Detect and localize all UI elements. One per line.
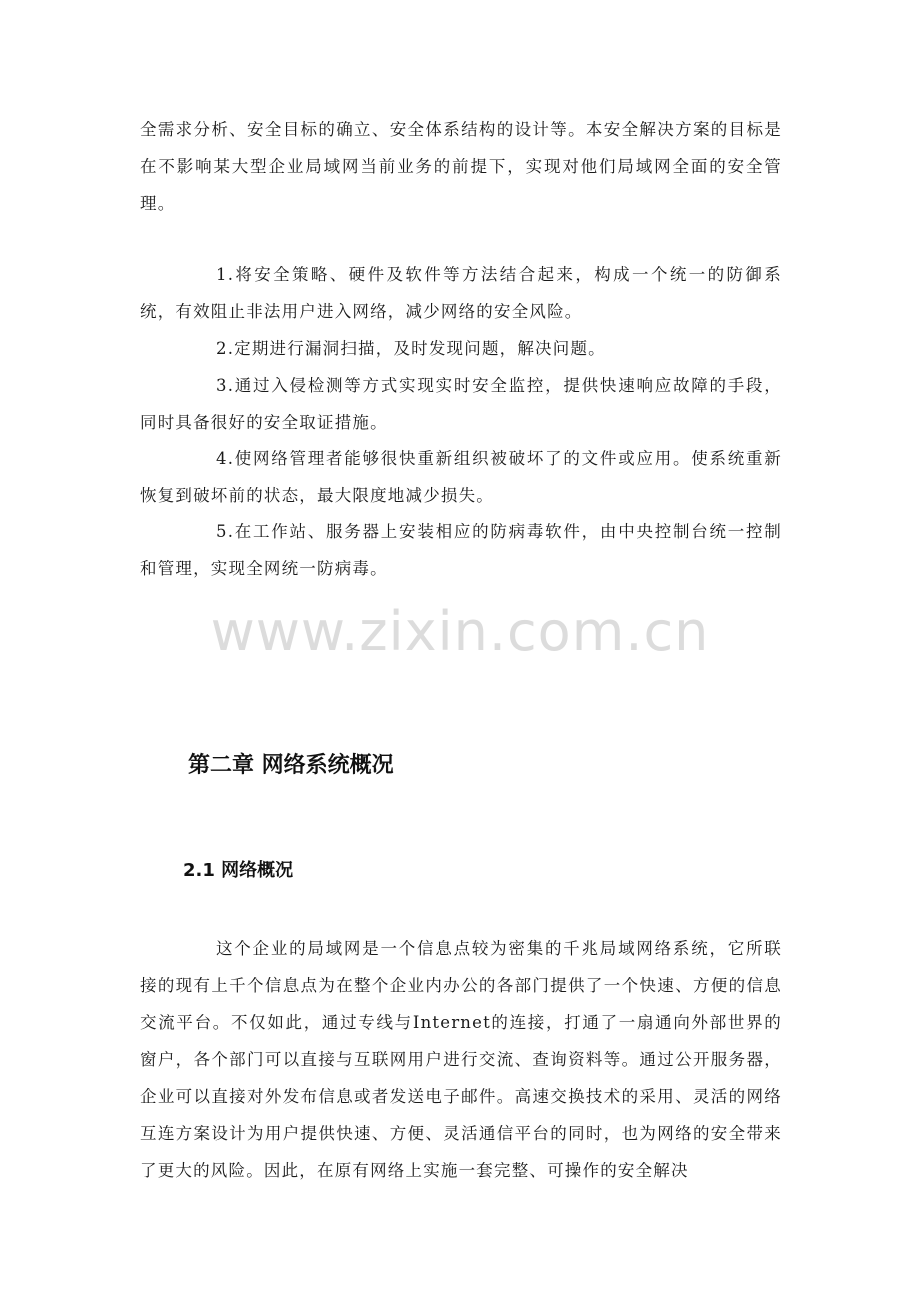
chapter-title: 第二章 网络系统概况: [188, 753, 394, 778]
goal-item-5: 5.在工作站、服务器上安装相应的防病毒软件，由中央控制台统一控制和管理，实现全网统一防病毒。: [140, 522, 782, 578]
section-paragraph: 这个企业的局域网是一个信息点较为密集的千兆局域网络系统，它所联接的现有上千个信息点为在整个企业内办公的各部门提供了一个快速、方便的信息交流平台。不仅如此，通过专线与Internet的连接，打通了一扇通向外部世界的窗户，各个部门可以直接与互联网用户进行交流、查询资料等。通过公开服务器，企业可以直接对外发布信息或者发送电子邮件。高速交换技术的采用、灵活的网络互连方案设计为用户提供快速、方便、灵活通信平台的同时，也为网络的安全带来了更大的风险。因此，在原有网络上实施一套完整、可操作的安全解决: [140, 939, 782, 1180]
goal-item-3: 3.通过入侵检测等方式实现实时安全监控，提供快速响应故障的手段，同时具备很好的安全取证措施。: [140, 376, 782, 432]
goal-item-1: 1.将安全策略、硬件及软件等方法结合起来，构成一个统一的防御系统，有效阻止非法用户进入网络，减少网络的安全风险。: [140, 265, 782, 321]
intro-paragraph: 全需求分析、安全目标的确立、安全体系结构的设计等。本安全解决方案的目标是在不影响某大型企业局域网当前业务的前提下，实现对他们局域网全面的安全管理。: [140, 120, 782, 213]
watermark: www.zixin.com.cn: [210, 600, 710, 663]
goal-item-4: 4.使网络管理者能够很快重新组织被破坏了的文件或应用。使系统重新恢复到破坏前的状态，最大限度地减少损失。: [140, 449, 782, 505]
section-title: 2.1 网络概况: [183, 860, 294, 881]
goal-item-2: 2.定期进行漏洞扫描，及时发现问题，解决问题。: [216, 339, 606, 358]
